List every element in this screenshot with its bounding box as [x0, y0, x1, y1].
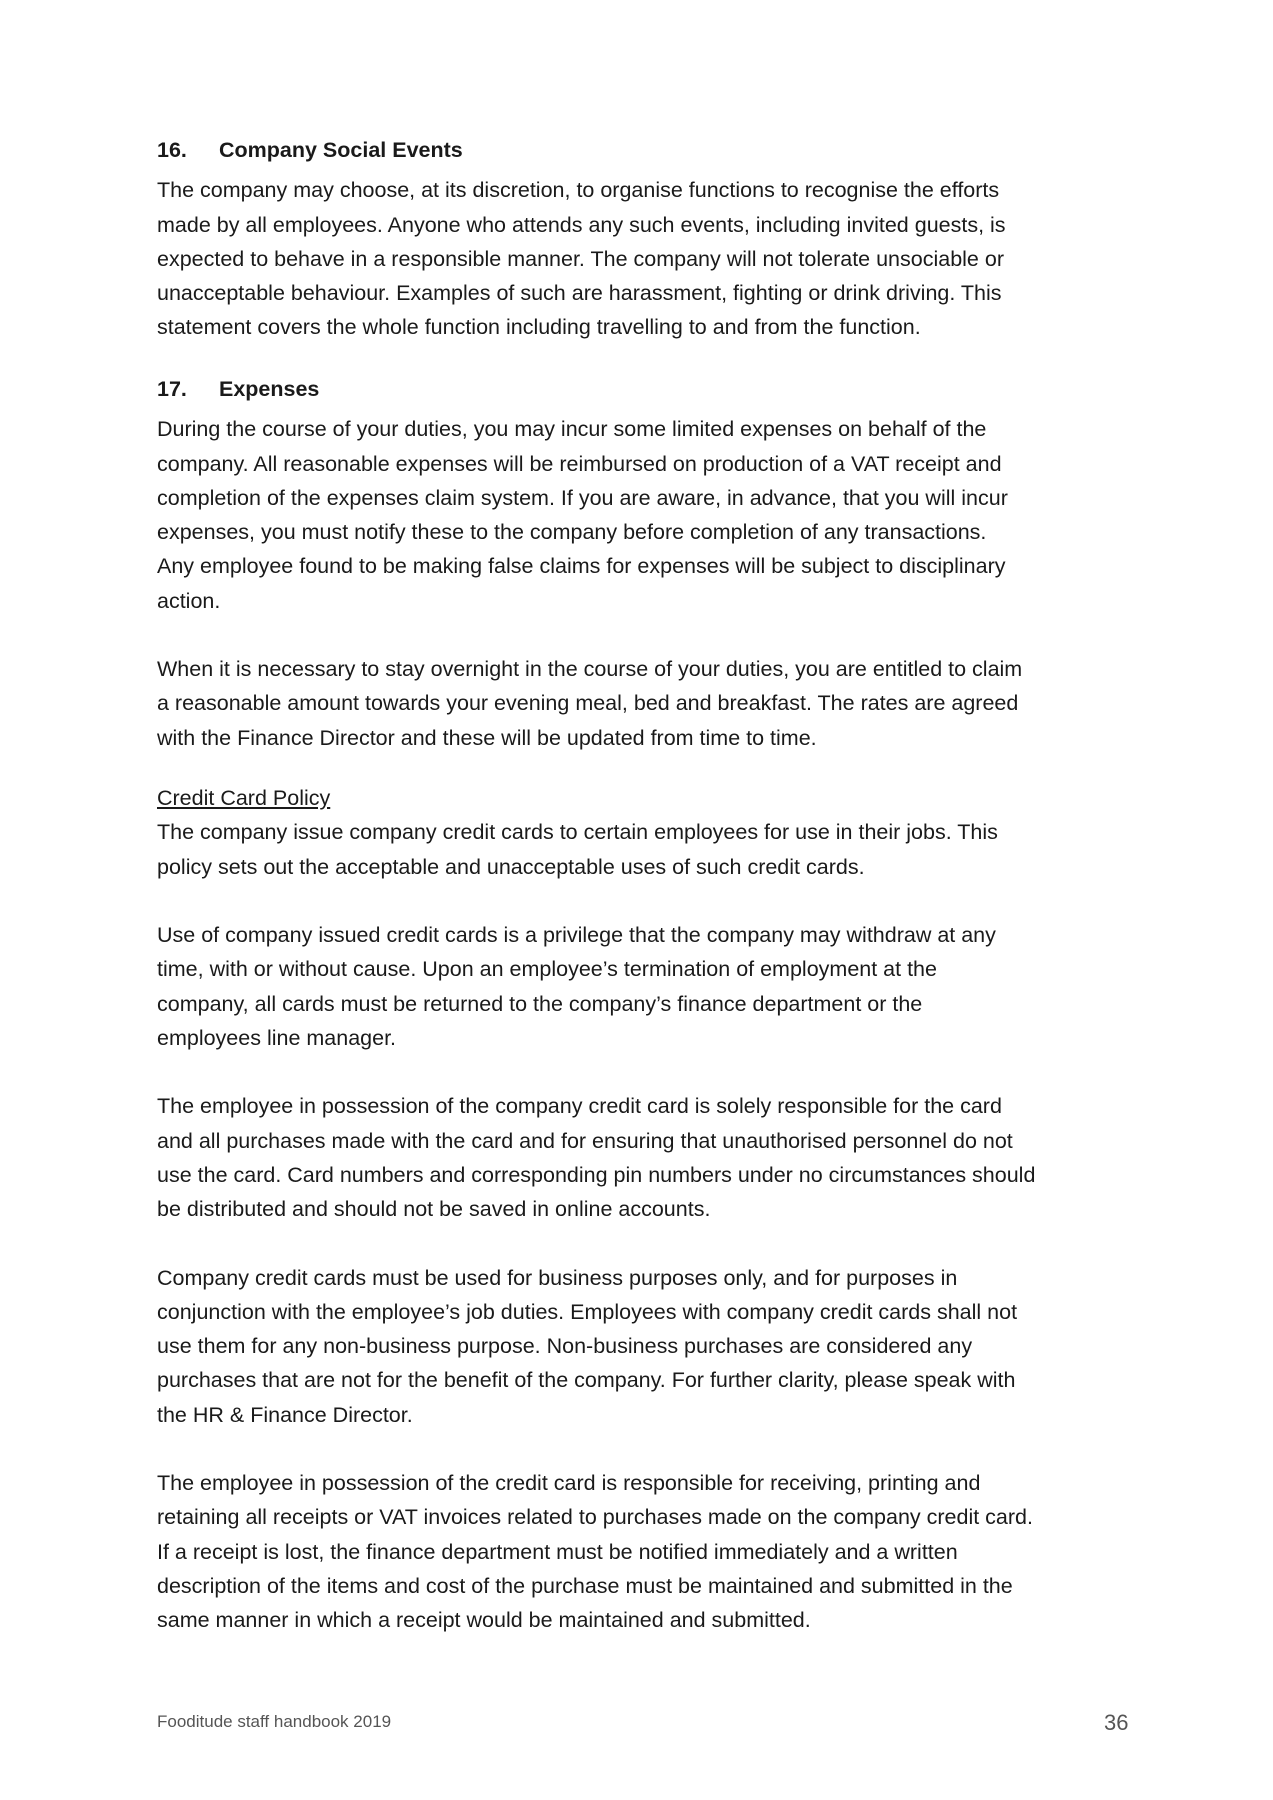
paragraph [157, 173, 1006, 344]
text-line: conjunction with the employee’s job duties. Employees with company credit cards shall not [157, 1299, 1018, 1324]
text-line: action. [157, 588, 221, 613]
text-line: expected to behave in a responsible manner. The company will not tolerate unsociable or [157, 246, 1004, 271]
text-line: unacceptable behaviour. Examples of such are harassment, fighting or drink driving. This [157, 281, 1002, 305]
text-line: statement covers the whole function including travelling to and from the function. [157, 315, 921, 340]
text-line: company, all cards must be returned to the company’s finance department or the [157, 991, 923, 1016]
text-line: time, with or without cause. Upon an employee’s termination of employment at the [157, 957, 937, 982]
paragraph [157, 1089, 1035, 1226]
text-line: Use of company issued credit cards is a privilege that the company may withdraw at any [157, 923, 996, 947]
subsection-title: Credit Card Policy [157, 786, 331, 810]
text-line: the HR & Finance Director. [157, 1402, 413, 1427]
text-line: policy sets out the acceptable and unacceptable uses of such credit cards. [157, 854, 865, 879]
section-17 [157, 372, 1022, 755]
section-title: Company Social Events [219, 138, 463, 162]
paragraph [157, 652, 1022, 755]
page-number: 36 [1104, 1710, 1129, 1735]
text-line: use them for any non-business purpose. Non-business purchases are considered any [157, 1334, 973, 1358]
section-number: 17. [157, 377, 187, 401]
text-line: expenses, you must notify these to the company before completion of any transactions. [157, 520, 987, 544]
paragraph [157, 412, 1022, 618]
text-line: During the course of your duties, you may incur some limited expenses on behalf of the [157, 417, 987, 442]
text-line: employees line manager. [157, 1025, 397, 1050]
text-line: use the card. Card numbers and corresponding pin numbers under no circumstances should [157, 1162, 1036, 1187]
text-line: Any employee found to be making false claims for expenses will be subject to disciplinary [157, 554, 1006, 579]
text-line: The company issue company credit cards to certain employees for use in their jobs. This [157, 820, 998, 845]
text-line: completion of the expenses claim system. If you are aware, in advance, that you will incur [157, 485, 1008, 510]
section-heading [157, 133, 1006, 167]
text-line: description of the items and cost of the purchase must be maintained and submitted in the [157, 1573, 1013, 1598]
text-line: a reasonable amount towards your evening meal, bed and breakfast. The rates are agreed [157, 691, 1019, 716]
text-line: purchases that are not for the benefit of the company. For further clarity, please speak with [157, 1368, 1016, 1393]
paragraph [157, 1466, 1035, 1637]
footer-text: Fooditude staff handbook 2019 [157, 1712, 392, 1731]
paragraph [157, 1261, 1035, 1432]
paragraph [157, 815, 1035, 884]
text-line: same manner in which a receipt would be maintained and submitted. [157, 1608, 811, 1632]
credit-card-policy [157, 781, 1035, 1637]
text-line: The company may choose, at its discretion, to organise functions to recognise the efforts [157, 178, 1000, 203]
text-line: The employee in possession of the company credit card is solely responsible for the card [157, 1094, 1002, 1119]
text-line: and all purchases made with the card and for ensuring that unauthorised personnel do not [157, 1128, 1013, 1153]
section-16 [157, 133, 1006, 345]
section-heading [157, 372, 1022, 406]
text-line: with the Finance Director and these will be updated from time to time. [157, 725, 817, 750]
section-number: 16. [157, 138, 187, 162]
text-line: If a receipt is lost, the finance department must be notified immediately and a written [157, 1539, 958, 1564]
section-title: Expenses [219, 377, 320, 401]
text-line: company. All reasonable expenses will be reimbursed on production of a VAT receipt and [157, 451, 1002, 476]
text-line: When it is necessary to stay overnight in the course of your duties, you are entitled to claim [157, 657, 1023, 681]
text-line: made by all employees. Anyone who attends any such events, including invited guests, is [157, 212, 1006, 237]
paragraph [157, 918, 1035, 1055]
text-line: The employee in possession of the credit card is responsible for receiving, printing and [157, 1471, 981, 1495]
text-line: be distributed and should not be saved in online accounts. [157, 1197, 711, 1221]
text-line: Company credit cards must be used for business purposes only, and for purposes in [157, 1265, 958, 1290]
text-line: retaining all receipts or VAT invoices related to purchases made on the company credit card. [157, 1505, 1033, 1530]
